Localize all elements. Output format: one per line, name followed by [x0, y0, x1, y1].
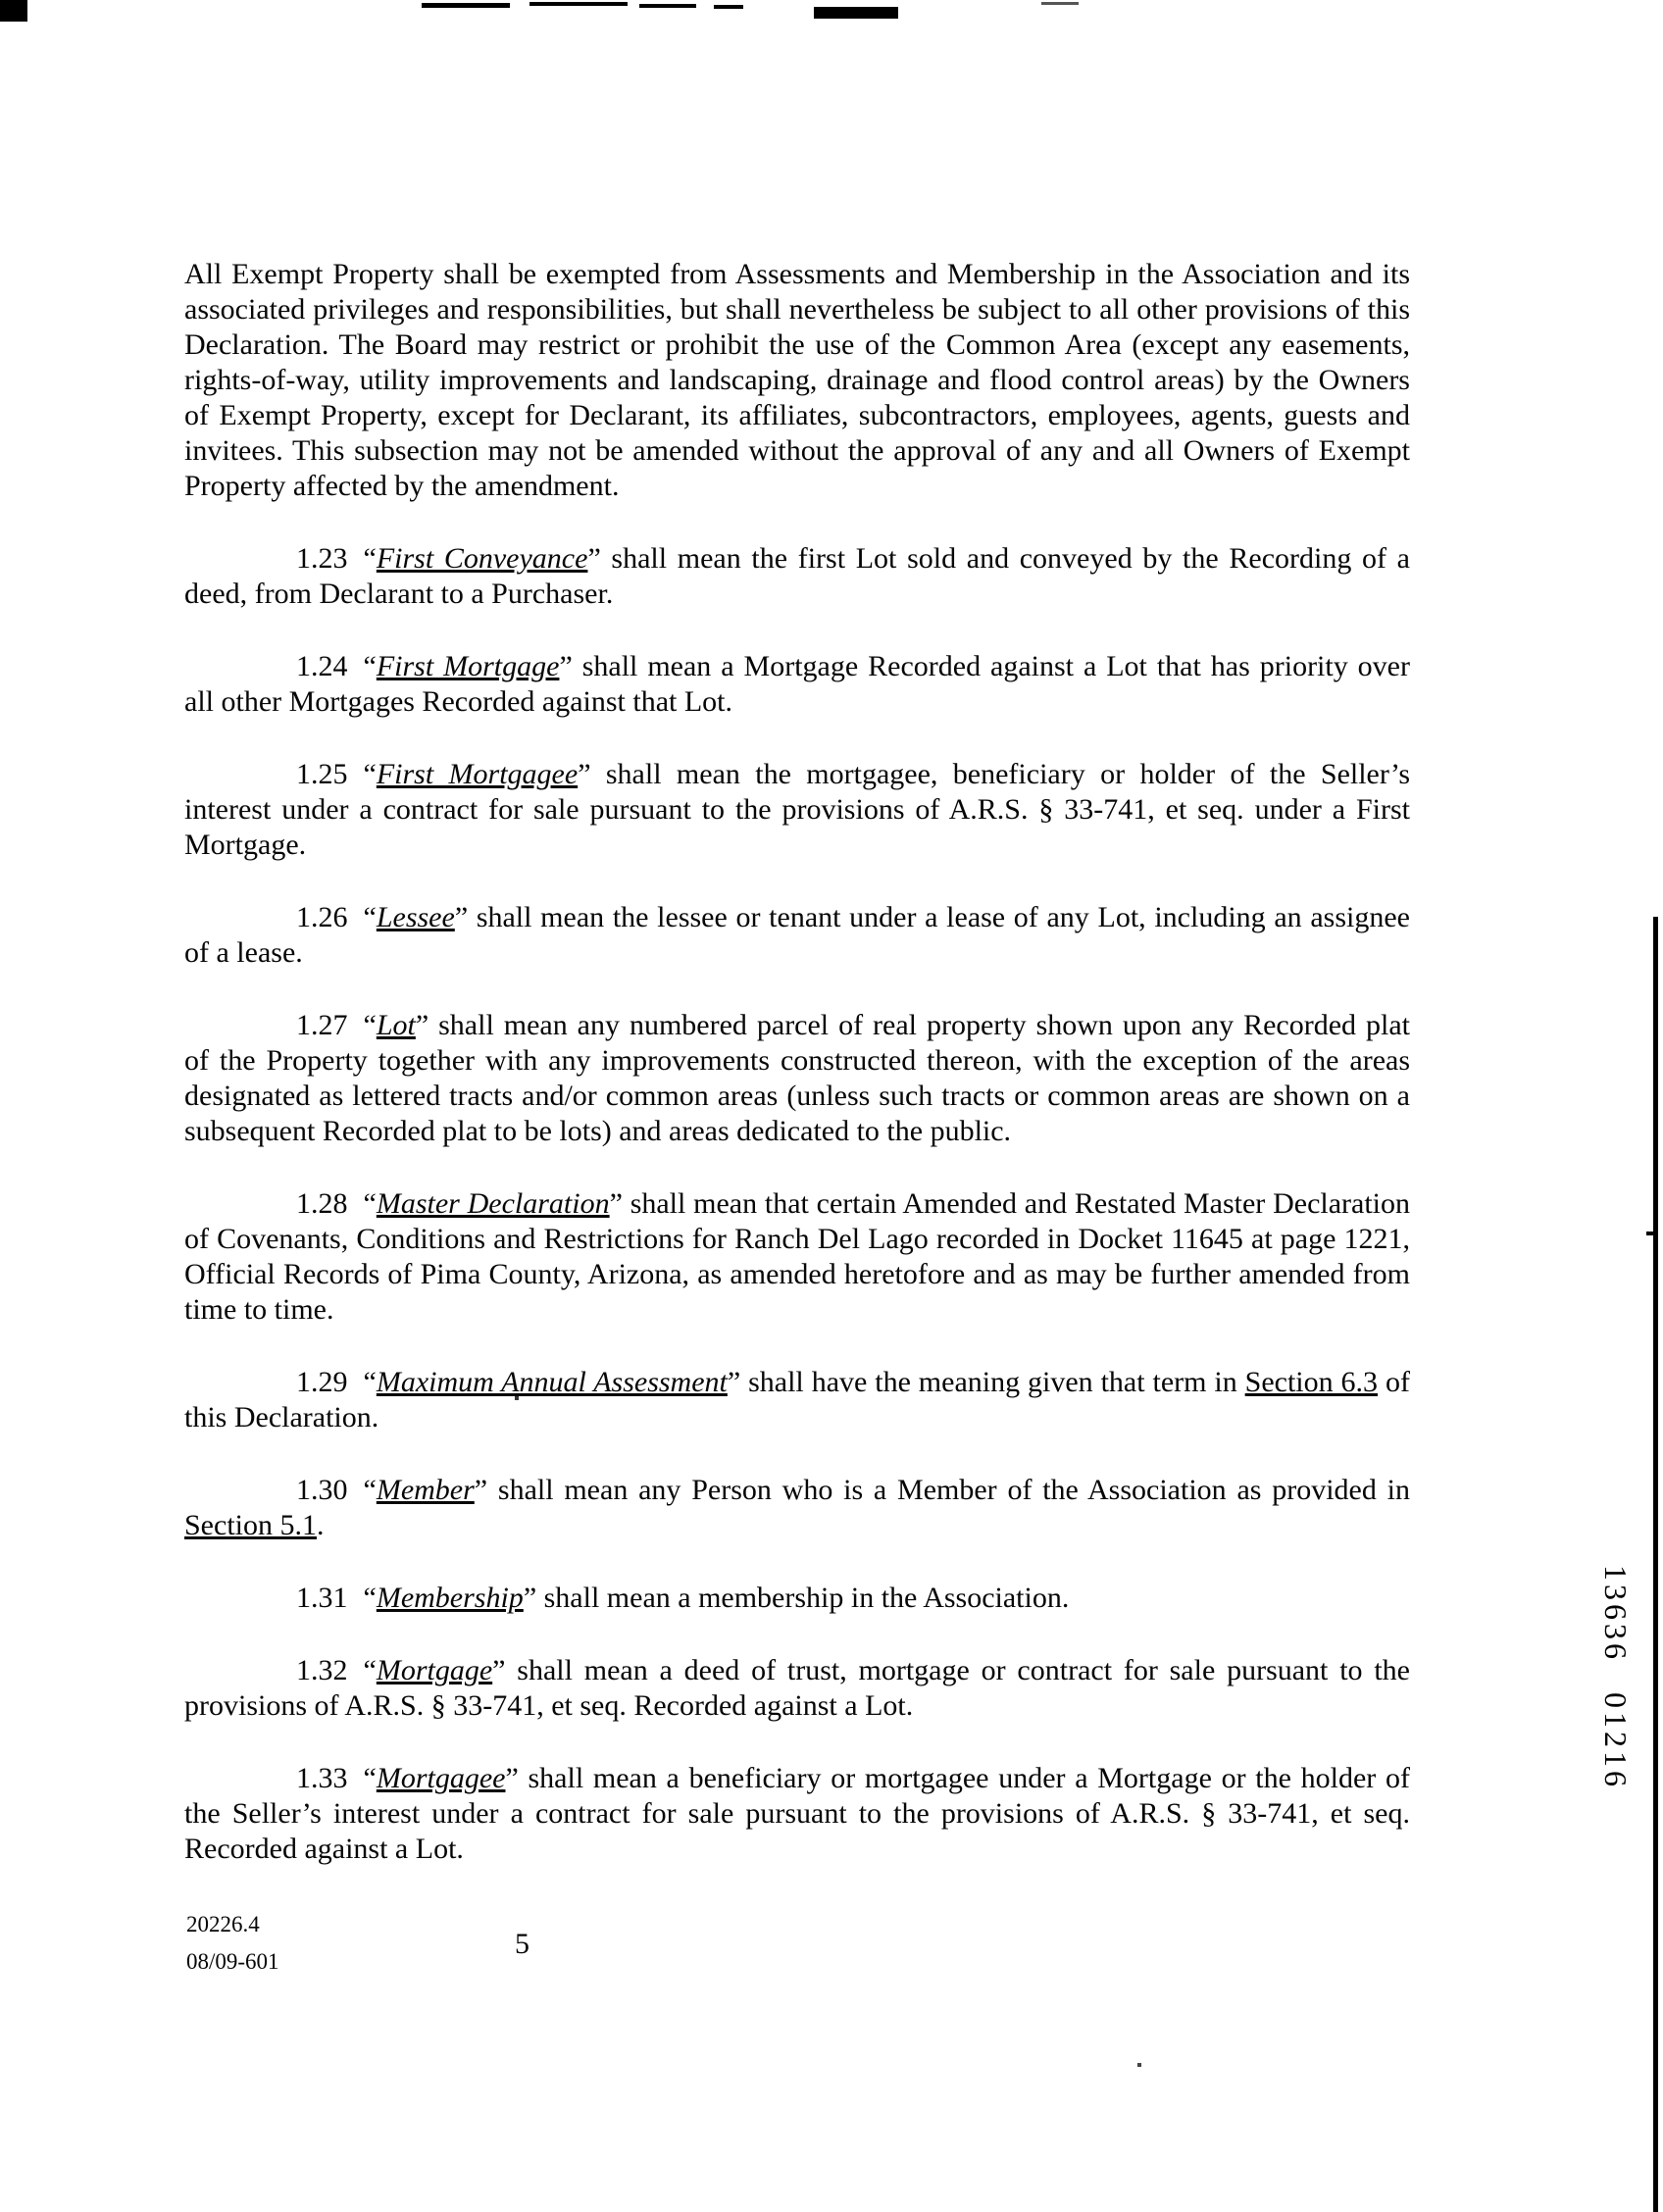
text-segment: ” shall mean a beneficiary or mortgagee under a Mortgage or the holder of the Seller’s interest under a contract for sale pursuant to the provisions of A.R.S. § 33-741, et seq. Recorded against a Lot.: [184, 1762, 1410, 1865]
text-segment: “: [363, 1009, 377, 1041]
text-segment: ” shall mean the lessee or tenant under a lease of any Lot, including an assignee of a lease.: [184, 901, 1410, 969]
footer-file-ref: 08/09-601: [186, 1949, 279, 1974]
text-segment: “: [363, 1474, 377, 1506]
definition-paragraph: [184, 541, 1410, 612]
scan-artifact: [639, 4, 696, 8]
scan-edge-mark: [1646, 1232, 1654, 1235]
text-segment: ” shall mean any Person who is a Member of the Association as provided in: [474, 1474, 1410, 1506]
scan-artifact: [529, 2, 628, 6]
text-segment: ” shall mean a deed of trust, mortgage or contract for sale pursuant to the provisions of A.R.S. § 33-741, et seq. Recorded against a Lot.: [184, 1654, 1410, 1722]
section-number: 1.28: [296, 1187, 348, 1220]
text-segment: of this Declaration.: [184, 1366, 1410, 1433]
defined-term: First Conveyance: [376, 542, 588, 575]
page-number: 5: [515, 1928, 529, 1960]
text-segment: “: [363, 1187, 377, 1220]
scan-artifact: [0, 0, 27, 22]
section-number: 1.30: [296, 1474, 348, 1506]
section-number: 1.23: [296, 542, 348, 575]
scan-artifact: [1137, 2063, 1141, 2067]
text-segment: “: [363, 901, 377, 933]
defined-term: Membership: [376, 1582, 524, 1614]
section-reference: Section 5.1: [184, 1509, 317, 1541]
section-number: 1.24: [296, 650, 348, 682]
text-segment: ” shall mean that certain Amended and Restated Master Declaration of Covenants, Conditions and Restrictions for Ranch Del Lago recorded in Docket 11645 at page 1221, Official Records of Pima County, Arizona, as amended heretofore and as may be further amended from time to time.: [184, 1187, 1411, 1326]
defined-term: Lot: [376, 1009, 416, 1041]
text-segment: “: [363, 1582, 377, 1614]
definition-paragraph: [184, 649, 1410, 720]
section-number: 1.29: [296, 1366, 348, 1398]
defined-term: Mortgage: [376, 1654, 493, 1686]
section-number: 1.32: [296, 1654, 348, 1686]
footer: [186, 1906, 279, 1981]
text-segment: ” shall have the meaning given that term in: [727, 1366, 1245, 1398]
definition-paragraph: [184, 1008, 1410, 1149]
text-segment: ” shall mean the first Lot sold and conveyed by the Recording of a deed, from Declarant to a Purchaser.: [184, 542, 1410, 610]
text-segment: ” shall mean a membership in the Association.: [523, 1582, 1070, 1614]
text-segment: “: [363, 1366, 377, 1398]
scan-artifact: [1041, 2, 1079, 5]
section-number: 1.25: [296, 758, 348, 790]
defined-term: First Mortgage: [376, 650, 560, 682]
section-number: 1.31: [296, 1582, 348, 1614]
text-segment: .: [317, 1509, 325, 1541]
section-reference: Section 6.3: [1244, 1366, 1379, 1398]
text-segment: “: [363, 542, 377, 575]
section-number: 1.27: [296, 1009, 348, 1041]
scan-artifact: [814, 7, 898, 19]
defined-term: Maximum Annual Assessment: [376, 1366, 728, 1398]
document-body: [184, 257, 1410, 1867]
definition-paragraph: [184, 1186, 1410, 1328]
definition-paragraph: [184, 1653, 1410, 1724]
scan-edge-line: [1653, 917, 1658, 2212]
footer-doc-number: 20226.4: [186, 1912, 260, 1936]
definition-paragraph: [184, 1473, 1410, 1543]
body-paragraph: [184, 257, 1410, 504]
definition-paragraph: [184, 1365, 1410, 1435]
text-segment: All Exempt Property shall be exempted from Assessments and Membership in the Association and its associated privileges and responsibilities, but shall nevertheless be subject to all other provisions of this Declaration. The Board may restrict or prohibit the use of the Common Area (except any easements, rights-of-way, utility improvements and landscaping, drainage and flood control areas) by the Owners of Exempt Property, except for Declarant, its affiliates, subcontractors, employees, agents, guests and invitees. This subsection may not be amended without the approval of any and all Owners of Exempt Property affected by the amendment.: [184, 258, 1410, 502]
definition-paragraph: [184, 1581, 1410, 1616]
definition-paragraph: [184, 757, 1410, 863]
text-segment: “: [363, 650, 377, 682]
text-segment: “: [363, 1762, 377, 1794]
scan-artifact: [422, 3, 510, 8]
defined-term: Mortgagee: [376, 1762, 506, 1794]
section-number: 1.26: [296, 901, 348, 933]
scan-artifact: [714, 5, 743, 9]
defined-term: First Mortgagee: [376, 758, 579, 790]
defined-term: Master Declaration: [376, 1187, 610, 1220]
text-segment: “: [363, 758, 377, 790]
text-segment: ” shall mean a Mortgage Recorded against a Lot that has priority over all other Mortgages Recorded against that Lot.: [184, 650, 1410, 718]
recording-stamp-number: 13636 01216: [1598, 1565, 1634, 1790]
definition-paragraph: [184, 900, 1410, 971]
text-segment: ” shall mean the mortgagee, beneficiary or holder of the Seller’s interest under a contract for sale pursuant to the provisions of A.R.S. § 33-741, et seq. under a First Mortgage.: [184, 758, 1410, 861]
section-number: 1.33: [296, 1762, 348, 1794]
text-segment: “: [363, 1654, 377, 1686]
defined-term: Lessee: [376, 901, 455, 933]
definition-paragraph: [184, 1761, 1410, 1867]
defined-term: Member: [376, 1474, 475, 1506]
text-segment: ” shall mean any numbered parcel of real property shown upon any Recorded plat of the Property together with any improvements constructed thereon, with the exception of the areas designated as lettered tracts and/or common areas (unless such tracts or common areas are shown on a subsequent Recorded plat to be lots) and areas dedicated to the public.: [184, 1009, 1410, 1147]
